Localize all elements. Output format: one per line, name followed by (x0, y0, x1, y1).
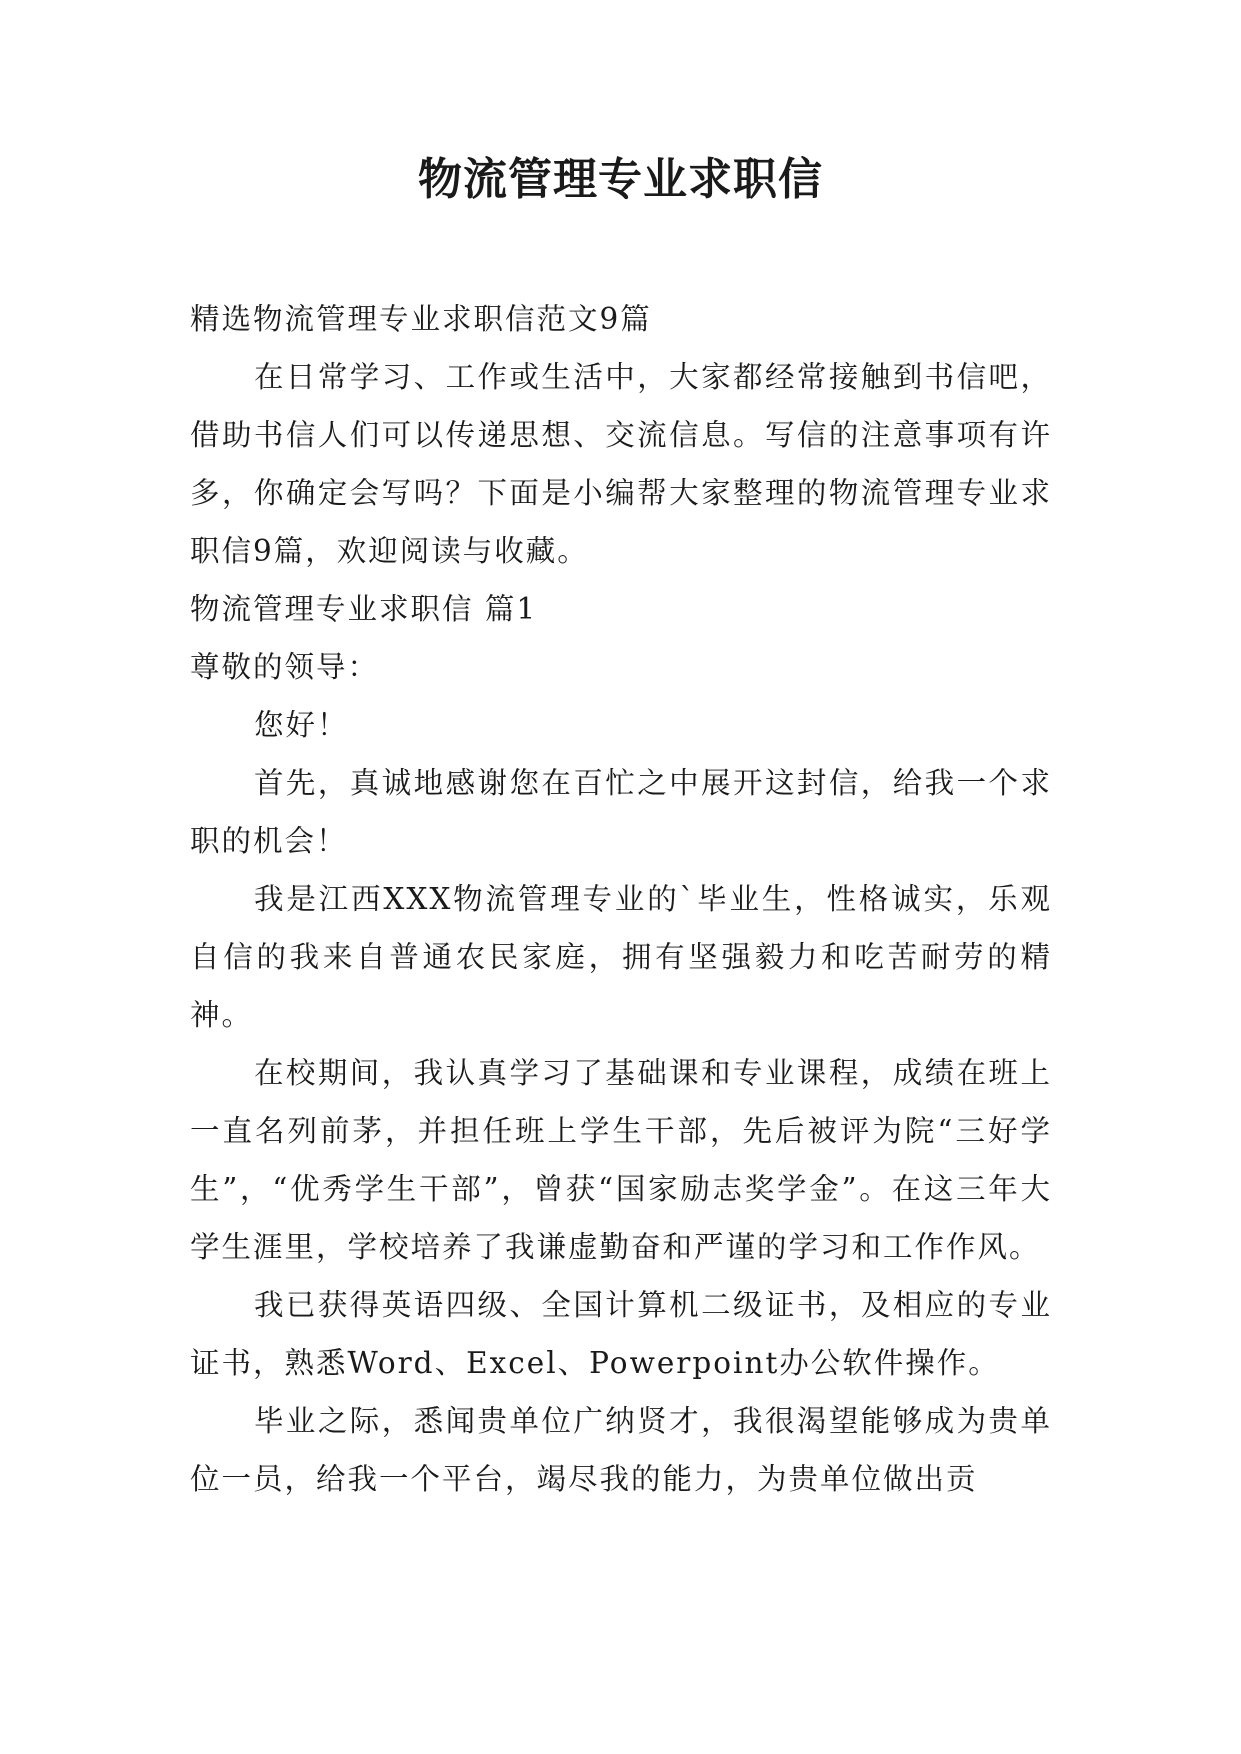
paragraph-closing: 毕业之际，悉闻贵单位广纳贤才，我很渴望能够成为贵单位一员，给我一个平台，竭尽我的能力，为贵单位做出贡 (190, 1404, 1052, 1496)
section-heading: 物流管理专业求职信 篇1 (190, 592, 538, 626)
paragraph-certificates: 我已获得英语四级、全国计算机二级证书，及相应的专业证书，熟悉Word、Excel、Powerpoint办公软件操作。 (190, 1288, 1052, 1380)
salutation: 尊敬的领导： (190, 650, 380, 684)
greeting: 您好！ (254, 708, 349, 742)
paragraph-intro: 精选物流管理专业求职信范文9篇 (190, 302, 652, 336)
paragraph-thanks: 首先，真诚地感谢您在百忙之中展开这封信，给我一个求职的机会！ (190, 766, 1052, 858)
document-title: 物流管理专业求职信 (418, 154, 823, 205)
paragraph-self-intro: 我是江西XXX物流管理专业的`毕业生，性格诚实，乐观自信的我来自普通农民家庭，拥有坚强毅力和吃苦耐劳的精神。 (190, 882, 1052, 1032)
document-body (190, 290, 1052, 1508)
paragraph-preface: 在日常学习、工作或生活中，大家都经常接触到书信吧，借助书信人们可以传递思想、交流信息。写信的注意事项有许多，你确定会写吗？下面是小编帮大家整理的物流管理专业求职信9篇，欢迎阅读与收藏。 (190, 360, 1052, 568)
paragraph-school-life: 在校期间，我认真学习了基础课和专业课程，成绩在班上一直名列前茅，并担任班上学生干部，先后被评为院“三好学生”，“优秀学生干部”，曾获“国家励志奖学金”。在这三年大学生涯里，学校培养了我谦虚勤奋和严谨的学习和工作作风。 (190, 1056, 1052, 1264)
